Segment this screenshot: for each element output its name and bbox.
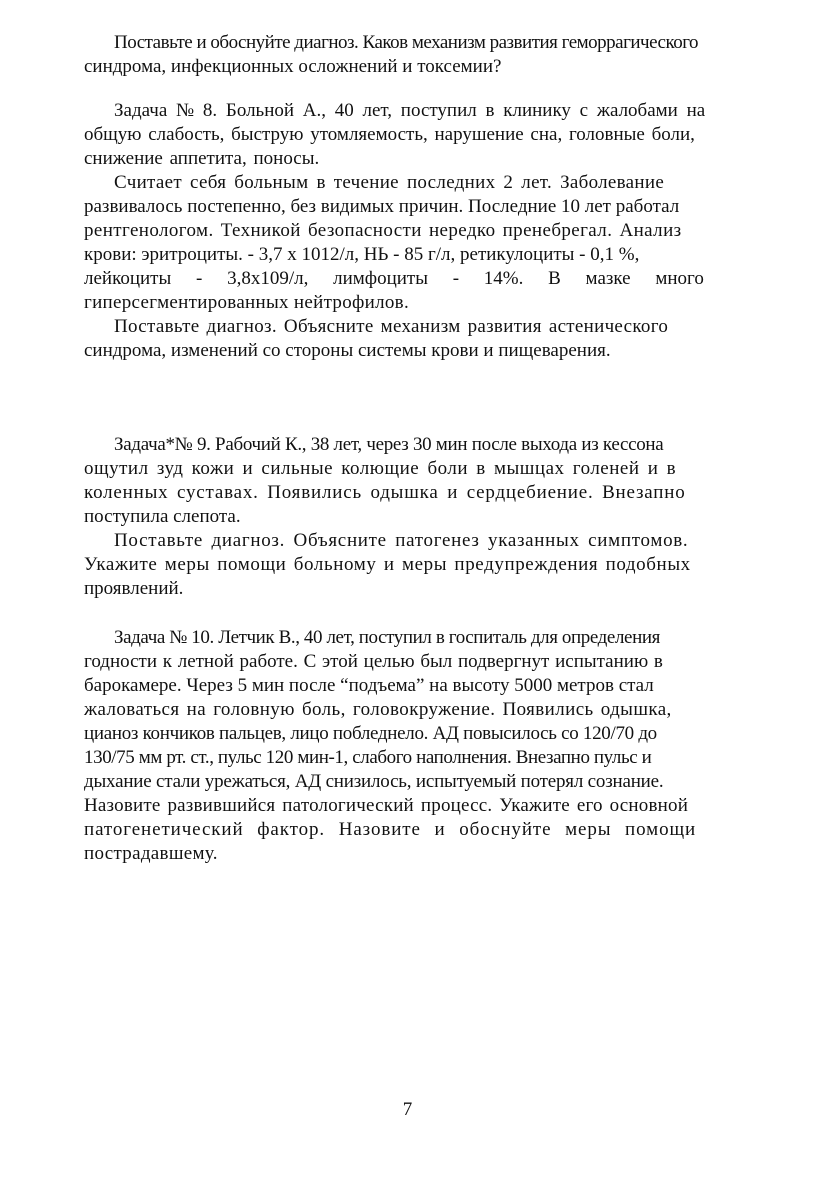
text-line: гиперсегментированных нейтрофилов.: [84, 292, 409, 313]
task-10: [84, 626, 734, 866]
text-line: проявлений.: [84, 578, 184, 599]
text-line: патогенетический фактор. Назовите и обоснуйте меры помощи: [84, 819, 697, 840]
text-line: крови: эритроциты. - 3,7 х 1012/л, НЬ - 85 г/л, ретикулоциты - 0,1 %,: [84, 244, 640, 265]
text-line: дыхание стали урежаться, АД снизилось, испытуемый потерял сознание.: [84, 771, 664, 792]
text-line: общую слабость, быструю утомляемость, нарушение сна, головные боли,: [84, 124, 695, 145]
text-line: Поставьте диагноз. Объясните патогенез указанных симптомов.: [114, 530, 689, 551]
text-line: Поставьте диагноз. Объясните механизм развития астенического: [114, 316, 669, 337]
text-line: годности к летной работе. С этой целью был подвергнут испытанию в: [84, 651, 663, 672]
text-line: снижение аппетита, поносы.: [84, 148, 320, 169]
text-line: пострадавшему.: [84, 843, 218, 864]
text-line: 130/75 мм рт. ст., пульс 120 мин-1, слабого наполнения. Внезапно пульс и: [84, 747, 652, 768]
intro-paragraph: [84, 31, 734, 79]
task-10-heading-line: Задача № 10. Летчик В., 40 лет, поступил в госпиталь для определения: [114, 627, 660, 648]
text-line: барокамере. Через 5 мин после “подъема” на высоту 5000 метров стал: [84, 675, 654, 696]
task-9-heading-line: Задача*№ 9. Рабочий К., 38 лет, через 30 мин после выхода из кессона: [114, 434, 664, 455]
text-line: цианоз кончиков пальцев, лицо побледнело. АД повысилось со 120/70 до: [84, 723, 657, 744]
text-line: Укажите меры помощи больному и меры предупреждения подобных: [84, 554, 691, 575]
text-line: лейкоциты - 3,8x109/л, лимфоциты - 14%. В мазке много: [84, 268, 704, 289]
text-line: поступила слепота.: [84, 506, 241, 527]
text-line: развивалось постепенно, без видимых причин. Последние 10 лет работал: [84, 196, 680, 217]
task-9: [84, 433, 734, 601]
text-line: синдрома, инфекционных осложнений и токсемии?: [84, 56, 502, 77]
text-line: Назовите развившийся патологический процесс. Укажите его основной: [84, 795, 689, 816]
text-line: синдрома, изменений со стороны системы крови и пищеварения.: [84, 340, 611, 361]
page-number: 7: [402, 1099, 413, 1120]
text-line: ощутил зуд кожи и сильные колющие боли в мышцах голеней и в: [84, 458, 677, 479]
text-line: жаловаться на головную боль, головокружение. Появились одышка,: [84, 699, 672, 720]
text-line: Поставьте и обоснуйте диагноз. Каков механизм развития геморрагического: [114, 32, 699, 53]
task-8-heading-line: Задача № 8. Больной А., 40 лет, поступил в клинику с жалобами на: [114, 100, 706, 121]
text-line: рентгенологом. Техникой безопасности нередко пренебрегал. Анализ: [84, 220, 682, 241]
text-line: коленных суставах. Появились одышка и сердцебиение. Внезапно: [84, 482, 686, 503]
text-line: Считает себя больным в течение последних 2 лет. Заболевание: [114, 172, 665, 193]
task-8: [84, 99, 734, 363]
